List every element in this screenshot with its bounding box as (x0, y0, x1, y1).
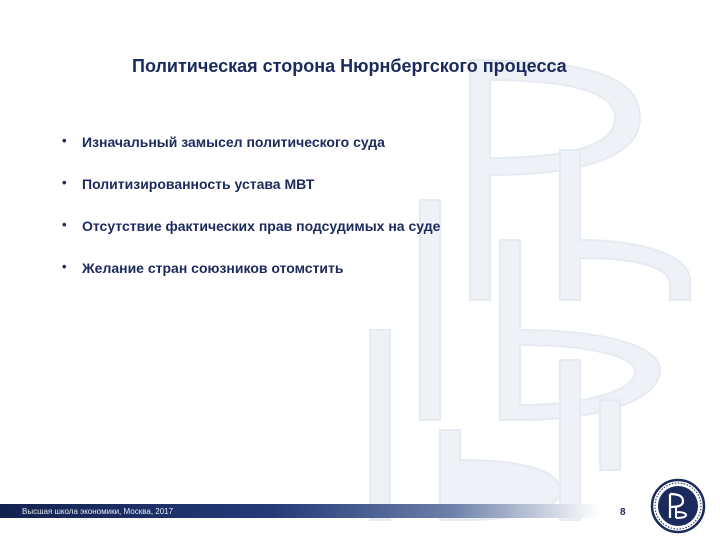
bullet-text: Политизированность устава МВТ (82, 176, 315, 192)
hse-emblem-icon (650, 478, 706, 534)
slide-title: Политическая сторона Нюрнбергского процесса (132, 56, 567, 76)
bullet-text: Желание стран союзников отомстить (82, 260, 344, 276)
bullet-marker: • (62, 217, 67, 232)
bullet-marker: • (62, 133, 67, 148)
bullet-text: Отсутствие фактических прав подсудимых на суде (82, 218, 441, 234)
bullet-marker: • (62, 259, 67, 274)
bullet-marker: • (62, 175, 67, 190)
list-item (62, 218, 440, 260)
list-item (62, 176, 440, 218)
bullet-text: Изначальный замысел политического суда (82, 134, 385, 150)
page-number: 8 (620, 507, 626, 518)
bullet-list (62, 134, 440, 302)
footer-text: Высшая школа экономики, Москва, 2017 (22, 507, 174, 516)
list-item (62, 260, 440, 302)
list-item (62, 134, 440, 176)
